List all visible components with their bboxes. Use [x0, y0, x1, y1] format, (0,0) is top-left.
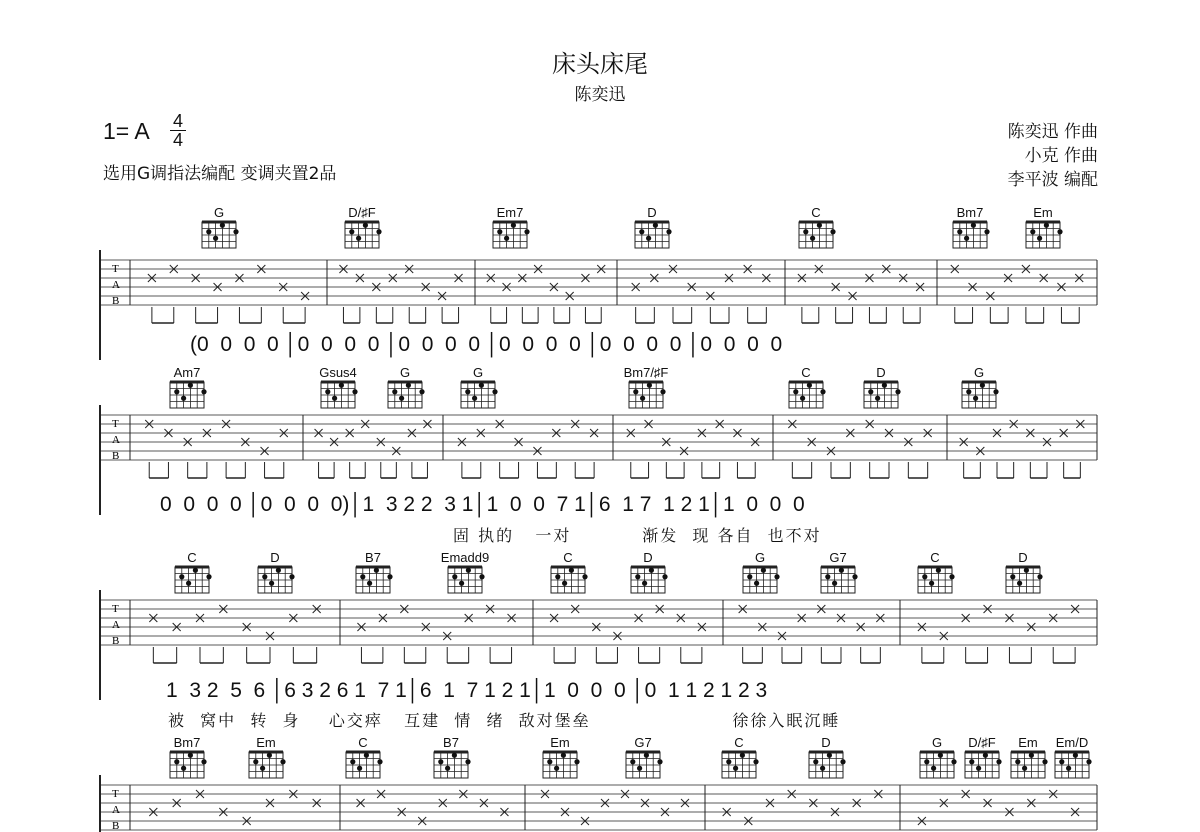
chord-finger-dot: [1010, 574, 1015, 579]
chord-finger-dot: [406, 383, 411, 388]
chord-finger-dot: [174, 759, 179, 764]
chord-finger-dot: [350, 759, 355, 764]
chord-finger-dot: [459, 581, 464, 586]
chord-finger-dot: [840, 759, 845, 764]
chord-finger-dot: [504, 236, 509, 241]
chord-finger-dot: [201, 389, 206, 394]
chord-finger-dot: [1029, 753, 1034, 758]
chord-finger-dot: [733, 766, 738, 771]
chord-finger-dot: [817, 223, 822, 228]
chord-finger-dot: [971, 223, 976, 228]
chord-finger-dot: [980, 383, 985, 388]
chord-finger-dot: [356, 236, 361, 241]
chord-finger-dot: [387, 574, 392, 579]
chord-finger-dot: [220, 223, 225, 228]
chord-finger-dot: [774, 574, 779, 579]
chord-finger-dot: [452, 753, 457, 758]
chord-finger-dot: [938, 753, 943, 758]
chord-finger-dot: [181, 766, 186, 771]
chord-finger-dot: [554, 766, 559, 771]
chord-finger-dot: [984, 229, 989, 234]
chord-finger-dot: [233, 229, 238, 234]
chord-finger-dot: [973, 396, 978, 401]
chord-label: G7: [634, 735, 652, 750]
chord-finger-dot: [830, 229, 835, 234]
chord-label: G: [754, 550, 766, 565]
chord-label: D/♯F: [968, 735, 996, 750]
chord-finger-dot: [1042, 759, 1047, 764]
chord-finger-dot: [561, 753, 566, 758]
tab-clef: A: [112, 434, 120, 446]
chord-finger-dot: [647, 383, 652, 388]
chord-label: Em7: [496, 205, 524, 220]
chord-label: C: [801, 365, 811, 380]
chord-finger-dot: [820, 389, 825, 394]
chord-finger-dot: [931, 766, 936, 771]
chord-finger-dot: [497, 229, 502, 234]
tab-clef: A: [112, 619, 120, 631]
chord-finger-dot: [206, 229, 211, 234]
chord-label: G: [472, 365, 484, 380]
chord-label: Bm7: [173, 735, 201, 750]
chord-finger-dot: [810, 236, 815, 241]
chord-label: G: [213, 205, 225, 220]
chord-finger-dot: [649, 568, 654, 573]
chord-finger-dot: [753, 759, 758, 764]
chord-finger-dot: [1073, 753, 1078, 758]
chord-finger-dot: [374, 568, 379, 573]
chord-finger-dot: [367, 581, 372, 586]
chord-finger-dot: [726, 759, 731, 764]
chord-finger-dot: [206, 574, 211, 579]
chord-finger-dot: [1057, 229, 1062, 234]
chord-finger-dot: [465, 389, 470, 394]
chord-label: G: [973, 365, 985, 380]
chord-finger-dot: [957, 229, 962, 234]
jianpu-line-2: 0 0 0 0 │0 0 0 0)│1 3 2 2 3 1│1 0 0 7 1│6 1 7 1 2 1│1 0 0 0: [160, 493, 805, 516]
chord-finger-dot: [929, 581, 934, 586]
chord-finger-dot: [269, 581, 274, 586]
chord-finger-dot: [174, 389, 179, 394]
chord-finger-dot: [363, 223, 368, 228]
chord-label: C: [930, 550, 940, 565]
chord-finger-dot: [964, 236, 969, 241]
chord-finger-dot: [639, 229, 644, 234]
tab-clef: T: [112, 263, 119, 275]
chord-finger-dot: [479, 574, 484, 579]
chord-finger-dot: [574, 759, 579, 764]
credit-composer-2: 小克 作曲: [1024, 146, 1098, 166]
time-signature-bottom: 4: [170, 130, 186, 149]
chord-finger-dot: [662, 574, 667, 579]
chord-finger-dot: [1030, 229, 1035, 234]
chord-finger-dot: [325, 389, 330, 394]
chord-label: G7: [829, 550, 847, 565]
chord-label: Em: [550, 735, 570, 750]
chord-label: Em/D: [1055, 735, 1089, 750]
chord-label: D: [643, 550, 653, 565]
chord-finger-dot: [633, 389, 638, 394]
chord-finger-dot: [438, 759, 443, 764]
chord-label: Bm7/♯F: [623, 365, 669, 380]
chord-finger-dot: [201, 759, 206, 764]
chord-finger-dot: [524, 229, 529, 234]
chord-label: D: [1018, 550, 1028, 565]
tab-clef: B: [112, 820, 120, 832]
time-signature-top: 4: [172, 111, 183, 131]
chord-label: D: [270, 550, 280, 565]
chord-finger-dot: [1059, 759, 1064, 764]
chord-finger-dot: [569, 568, 574, 573]
chord-finger-dot: [868, 389, 873, 394]
chord-finger-dot: [1044, 223, 1049, 228]
chord-finger-dot: [666, 229, 671, 234]
chord-finger-dot: [875, 396, 880, 401]
chord-label: G: [931, 735, 943, 750]
chord-label: Bm7: [956, 205, 984, 220]
chord-finger-dot: [349, 229, 354, 234]
chord-finger-dot: [653, 223, 658, 228]
key-signature: 1= A: [103, 118, 150, 144]
chord-finger-dot: [479, 383, 484, 388]
chord-finger-dot: [339, 383, 344, 388]
chord-label: B7: [365, 550, 381, 565]
chord-finger-dot: [966, 389, 971, 394]
chord-label: C: [187, 550, 197, 565]
chord-finger-dot: [924, 759, 929, 764]
chord-finger-dot: [895, 389, 900, 394]
chord-finger-dot: [377, 759, 382, 764]
chord-finger-dot: [253, 759, 258, 764]
chord-label: C: [563, 550, 573, 565]
chord-label: Gsus4: [319, 365, 357, 380]
chord-finger-dot: [1086, 759, 1091, 764]
lyric-line-3: 被 窝中 转 身 心交瘁 互建 情 绪 敌对堡垒 徐徐入眠沉睡: [168, 711, 841, 730]
chord-finger-dot: [951, 759, 956, 764]
chord-label: D: [876, 365, 886, 380]
chord-finger-dot: [657, 759, 662, 764]
chord-label: D/♯F: [348, 205, 376, 220]
chord-finger-dot: [364, 753, 369, 758]
chord-finger-dot: [983, 753, 988, 758]
chord-label: Emadd9: [440, 550, 490, 565]
song-title: 床头床尾: [552, 50, 648, 78]
chord-finger-dot: [213, 236, 218, 241]
chord-finger-dot: [357, 766, 362, 771]
credit-arranger: 李平波 编配: [1007, 170, 1098, 190]
chord-finger-dot: [813, 759, 818, 764]
chord-finger-dot: [936, 568, 941, 573]
chord-finger-dot: [1022, 766, 1027, 771]
chord-label: Em: [1018, 735, 1038, 750]
chord-finger-dot: [635, 574, 640, 579]
chord-finger-dot: [1037, 574, 1042, 579]
chord-finger-dot: [332, 396, 337, 401]
chord-finger-dot: [640, 396, 645, 401]
tab-clef: B: [112, 295, 120, 307]
chord-finger-dot: [949, 574, 954, 579]
chord-finger-dot: [820, 766, 825, 771]
tab-clef: B: [112, 450, 120, 462]
chord-finger-dot: [193, 568, 198, 573]
chord-finger-dot: [260, 766, 265, 771]
chord-finger-dot: [996, 759, 1001, 764]
chord-finger-dot: [262, 574, 267, 579]
chord-finger-dot: [562, 581, 567, 586]
chord-label: C: [811, 205, 821, 220]
tab-clef: A: [112, 279, 120, 291]
tab-clef: A: [112, 804, 120, 816]
chord-finger-dot: [660, 389, 665, 394]
chord-finger-dot: [882, 383, 887, 388]
chord-finger-dot: [976, 766, 981, 771]
chord-finger-dot: [839, 568, 844, 573]
chord-label: Em: [256, 735, 276, 750]
chord-finger-dot: [452, 574, 457, 579]
chord-label: B7: [443, 735, 459, 750]
chord-label: Em: [1033, 205, 1053, 220]
chord-finger-dot: [1015, 759, 1020, 764]
chord-finger-dot: [922, 574, 927, 579]
chord-label: D: [821, 735, 831, 750]
chord-finger-dot: [399, 396, 404, 401]
chord-finger-dot: [646, 236, 651, 241]
chord-finger-dot: [179, 574, 184, 579]
chord-finger-dot: [280, 759, 285, 764]
chord-label: D: [647, 205, 657, 220]
chord-finger-dot: [267, 753, 272, 758]
chord-finger-dot: [630, 759, 635, 764]
chord-finger-dot: [832, 581, 837, 586]
chord-label: G: [399, 365, 411, 380]
chord-finger-dot: [419, 389, 424, 394]
chord-finger-dot: [547, 759, 552, 764]
chord-finger-dot: [642, 581, 647, 586]
chord-finger-dot: [1037, 236, 1042, 241]
chord-finger-dot: [969, 759, 974, 764]
chord-finger-dot: [376, 229, 381, 234]
tab-clef: T: [112, 788, 119, 800]
chord-finger-dot: [644, 753, 649, 758]
chord-finger-dot: [852, 574, 857, 579]
jianpu-line-1: (0 0 0 0 │0 0 0 0 │0 0 0 0 │0 0 0 0 │0 0 0 0 │0 0 0 0: [190, 333, 783, 356]
tab-clef: T: [112, 418, 119, 430]
chord-finger-dot: [360, 574, 365, 579]
chord-finger-dot: [186, 581, 191, 586]
chord-finger-dot: [740, 753, 745, 758]
chord-finger-dot: [289, 574, 294, 579]
chord-finger-dot: [754, 581, 759, 586]
chord-finger-dot: [803, 229, 808, 234]
chord-finger-dot: [1024, 568, 1029, 573]
chord-finger-dot: [637, 766, 642, 771]
chord-finger-dot: [747, 574, 752, 579]
chord-finger-dot: [392, 389, 397, 394]
chord-finger-dot: [188, 383, 193, 388]
chord-finger-dot: [825, 574, 830, 579]
chord-finger-dot: [466, 568, 471, 573]
chord-label: C: [358, 735, 368, 750]
tab-clef: B: [112, 635, 120, 647]
tab-clef: T: [112, 603, 119, 615]
chord-finger-dot: [582, 574, 587, 579]
chord-finger-dot: [445, 766, 450, 771]
arrangement-note: 选用G调指法编配 变调夹置2品: [103, 164, 337, 184]
chord-label: Am7: [173, 365, 201, 380]
chord-finger-dot: [827, 753, 832, 758]
jianpu-line-3: 1 3 2 5 6 │6 3 2 6 1 7 1│6 1 7 1 2 1│1 0 0 0 │0 1 1 2 1 2 3: [166, 679, 768, 702]
chord-finger-dot: [800, 396, 805, 401]
chord-finger-dot: [1066, 766, 1071, 771]
chord-finger-dot: [472, 396, 477, 401]
chord-finger-dot: [1017, 581, 1022, 586]
chord-finger-dot: [276, 568, 281, 573]
credit-composer-1: 陈奕迅 作曲: [1007, 122, 1098, 142]
chord-finger-dot: [465, 759, 470, 764]
chord-finger-dot: [761, 568, 766, 573]
song-artist: 陈奕迅: [574, 85, 626, 105]
chord-label: C: [734, 735, 744, 750]
chord-finger-dot: [807, 383, 812, 388]
chord-finger-dot: [188, 753, 193, 758]
chord-finger-dot: [793, 389, 798, 394]
chord-finger-dot: [181, 396, 186, 401]
chord-finger-dot: [555, 574, 560, 579]
chord-finger-dot: [993, 389, 998, 394]
chord-finger-dot: [511, 223, 516, 228]
lyric-line-2: 固 执的 一对 渐发 现 各自 也不对: [453, 526, 822, 545]
chord-finger-dot: [352, 389, 357, 394]
chord-finger-dot: [492, 389, 497, 394]
